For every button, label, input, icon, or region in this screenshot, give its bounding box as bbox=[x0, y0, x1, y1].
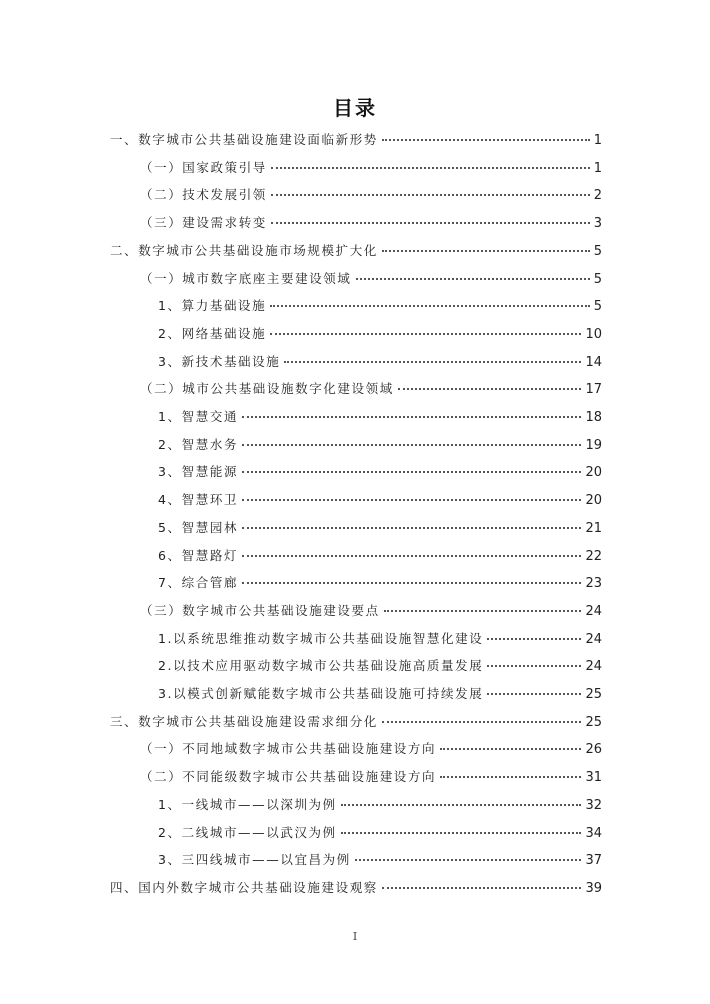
toc-entry[interactable] bbox=[158, 684, 602, 704]
toc-entry-label: 1.以系统思维推动数字城市公共基础设施智慧化建设 bbox=[158, 630, 484, 646]
toc-entry-label: 3.以模式创新赋能数字城市公共基础设施可持续发展 bbox=[158, 686, 484, 701]
toc-entry-label: （二）城市公共基础设施数字化建设领域 bbox=[140, 381, 394, 397]
toc-dot-leader bbox=[355, 859, 582, 861]
toc-entry-page-number: 1 bbox=[593, 133, 602, 148]
toc-entry-page-number: 25 bbox=[585, 714, 602, 730]
toc-entry-label: 2.以技术应用驱动数字城市公共基础设施高质量发展 bbox=[158, 658, 484, 674]
toc-entry-label: 一、数字城市公共基础设施建设面临新形势 bbox=[110, 132, 378, 147]
toc-entry-page-number: 25 bbox=[585, 687, 602, 702]
toc-dot-leader bbox=[382, 250, 590, 252]
toc-entry-page-number: 22 bbox=[585, 548, 602, 564]
toc-entry-page-number: 2 bbox=[593, 188, 602, 204]
toc-entry-label: 四、国内外数字城市公共基础设施建设观察 bbox=[110, 879, 378, 895]
page-number-footer: I bbox=[352, 930, 358, 943]
toc-entry-page-number: 10 bbox=[585, 326, 602, 342]
toc-entry-label: 4、智慧环卫 bbox=[158, 492, 239, 508]
toc-entry-page-number: 31 bbox=[585, 770, 602, 786]
toc-dot-leader bbox=[384, 610, 582, 612]
toc-entry-page-number: 23 bbox=[585, 576, 602, 592]
toc-dot-leader bbox=[242, 471, 581, 473]
toc-dot-leader bbox=[242, 499, 581, 501]
toc-dot-leader bbox=[271, 194, 590, 196]
toc-entry-page-number: 24 bbox=[585, 603, 602, 619]
toc-entry-label: 1、智慧交通 bbox=[158, 409, 239, 424]
toc-entry-page-number: 20 bbox=[585, 493, 602, 509]
toc-entry[interactable] bbox=[158, 850, 602, 870]
toc-entry-page-number: 3 bbox=[593, 216, 602, 232]
toc-dot-leader bbox=[242, 555, 581, 557]
toc-entry[interactable] bbox=[158, 573, 602, 593]
toc-dot-leader bbox=[487, 665, 581, 667]
toc-entry-page-number: 5 bbox=[593, 299, 602, 315]
toc-entry-page-number: 18 bbox=[585, 410, 602, 425]
toc-entry[interactable] bbox=[158, 462, 602, 482]
toc-entry-page-number: 37 bbox=[585, 853, 602, 869]
toc-dot-leader bbox=[440, 748, 581, 750]
toc-entry[interactable] bbox=[110, 130, 602, 150]
toc-entry[interactable] bbox=[140, 379, 602, 399]
toc-entry[interactable] bbox=[158, 518, 602, 538]
toc-entry[interactable] bbox=[158, 546, 602, 566]
toc-entry[interactable] bbox=[158, 823, 602, 843]
toc-entry-label: 2、网络基础设施 bbox=[158, 325, 267, 341]
toc-entry-label: 5、智慧园林 bbox=[158, 519, 239, 535]
toc-entry[interactable] bbox=[158, 435, 602, 455]
toc-entry-page-number: 39 bbox=[585, 880, 602, 896]
toc-entry-page-number: 5 bbox=[593, 243, 602, 259]
toc-entry-label: 6、智慧路灯 bbox=[158, 547, 239, 563]
toc-entry[interactable] bbox=[140, 269, 602, 289]
toc-entry-label: （一）城市数字底座主要建设领域 bbox=[140, 270, 352, 286]
page-title: 目录 bbox=[333, 96, 377, 120]
toc-dot-leader bbox=[271, 222, 590, 224]
toc-entry[interactable] bbox=[110, 878, 602, 898]
toc-entry-page-number: 14 bbox=[585, 354, 602, 370]
toc-dot-leader bbox=[242, 582, 581, 584]
toc-dot-leader bbox=[382, 721, 582, 723]
toc-entry-page-number: 17 bbox=[585, 382, 602, 398]
toc-entry-page-number: 32 bbox=[585, 797, 602, 813]
toc-entry-label: 3、智慧能源 bbox=[158, 464, 239, 480]
toc-entry-page-number: 21 bbox=[585, 520, 602, 536]
toc-dot-leader bbox=[242, 527, 581, 529]
toc-entry-label: （三）建设需求转变 bbox=[140, 215, 267, 231]
toc-dot-leader bbox=[341, 832, 582, 834]
toc-entry[interactable] bbox=[158, 407, 602, 427]
toc-entry-page-number: 24 bbox=[585, 659, 602, 675]
toc-entry-page-number: 26 bbox=[585, 742, 602, 758]
toc-entry[interactable] bbox=[158, 490, 602, 510]
toc-entry[interactable] bbox=[140, 185, 602, 205]
toc-entry[interactable] bbox=[140, 739, 602, 759]
toc-dot-leader bbox=[284, 361, 581, 363]
toc-dot-leader bbox=[242, 416, 581, 418]
toc-dot-leader bbox=[341, 804, 582, 806]
toc-entry-page-number: 19 bbox=[585, 437, 602, 453]
toc-entry-label: 7、综合管廊 bbox=[158, 575, 239, 591]
toc-dot-leader bbox=[487, 693, 581, 695]
toc-dot-leader bbox=[270, 333, 581, 335]
toc-entry-label: （一）不同地域数字城市公共基础设施建设方向 bbox=[140, 741, 437, 757]
toc-entry[interactable] bbox=[140, 213, 602, 233]
toc-entry-page-number: 24 bbox=[585, 631, 602, 647]
toc-entry-label: （二）不同能级数字城市公共基础设施建设方向 bbox=[140, 769, 437, 785]
toc-entry-page-number: 1 bbox=[593, 160, 602, 176]
toc-entry[interactable] bbox=[140, 767, 602, 787]
toc-entry-label: 3、新技术基础设施 bbox=[158, 353, 281, 369]
toc-entry-label: 1、一线城市——以深圳为例 bbox=[158, 796, 337, 812]
toc-dot-leader bbox=[487, 638, 581, 640]
toc-entry[interactable] bbox=[158, 324, 602, 344]
toc-entry[interactable] bbox=[158, 795, 602, 815]
toc-dot-leader bbox=[356, 278, 590, 280]
toc-entry[interactable] bbox=[140, 601, 602, 621]
toc-entry-label: 3、三四线城市——以宜昌为例 bbox=[158, 852, 351, 868]
toc-dot-leader bbox=[242, 444, 581, 446]
toc-dot-leader bbox=[398, 388, 582, 390]
toc-entry-label: （二）技术发展引领 bbox=[140, 187, 267, 203]
toc-entry-label: （一）国家政策引导 bbox=[140, 159, 267, 175]
toc-entry[interactable] bbox=[140, 158, 602, 178]
toc-dot-leader bbox=[382, 887, 582, 889]
toc-entry-page-number: 34 bbox=[585, 825, 602, 841]
toc-entry-label: 1、算力基础设施 bbox=[158, 298, 267, 314]
toc-dot-leader bbox=[271, 167, 590, 169]
toc-dot-leader bbox=[270, 305, 589, 307]
toc-entry[interactable] bbox=[158, 656, 602, 676]
toc-entry-label: 二、数字城市公共基础设施市场规模扩大化 bbox=[110, 242, 378, 258]
toc-entry[interactable] bbox=[110, 241, 602, 261]
toc-entry-page-number: 5 bbox=[593, 271, 602, 287]
toc-entry-label: （三）数字城市公共基础设施建设要点 bbox=[140, 602, 380, 618]
toc-entry[interactable] bbox=[158, 629, 602, 649]
toc-entry[interactable] bbox=[158, 296, 602, 316]
toc-entry-page-number: 20 bbox=[585, 465, 602, 481]
toc-entry-label: 三、数字城市公共基础设施建设需求细分化 bbox=[110, 713, 378, 729]
toc-dot-leader bbox=[382, 139, 590, 141]
toc-dot-leader bbox=[440, 776, 581, 778]
toc-entry-label: 2、二线城市——以武汉为例 bbox=[158, 824, 337, 840]
toc-entry-label: 2、智慧水务 bbox=[158, 436, 239, 452]
toc-entry[interactable] bbox=[110, 712, 602, 732]
toc-entry[interactable] bbox=[158, 352, 602, 372]
